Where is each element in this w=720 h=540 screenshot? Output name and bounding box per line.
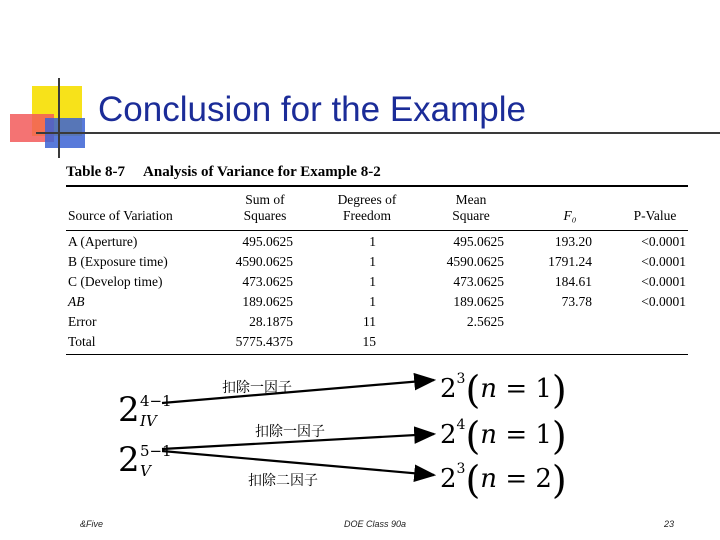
header-ss-line2: Squares — [243, 208, 287, 223]
annotation-remove-two-factors: 扣除二因子 — [248, 473, 318, 489]
result2-eq: = 1 — [505, 420, 552, 450]
result1-base: 2 — [440, 374, 457, 404]
header-ms-line2: Square — [452, 208, 490, 223]
design1-sub: IV — [140, 412, 157, 430]
design1-sup: 4−1 — [140, 392, 172, 410]
result1-exp: 3 — [456, 371, 466, 387]
row-df: 1 — [369, 234, 376, 249]
result3-base: 2 — [440, 464, 457, 494]
design2-sub: V — [140, 462, 151, 480]
arrow-to-result-1 — [162, 380, 434, 403]
result2-base: 2 — [440, 420, 457, 450]
annotation-remove-one-factor-1: 扣除一因子 — [222, 380, 292, 396]
row-source: Error — [68, 314, 97, 329]
row-ms: 495.0625 — [453, 234, 504, 249]
annotation-remove-one-factor-2: 扣除一因子 — [255, 424, 325, 440]
row-ms: 4590.0625 — [446, 254, 504, 269]
result1-var: n — [480, 374, 498, 404]
design1-base: 2 — [118, 390, 140, 430]
row-df: 11 — [363, 314, 376, 329]
header-source: Source of Variation — [68, 208, 173, 223]
row-source: B (Exposure time) — [68, 254, 168, 269]
row-f: 184.61 — [554, 274, 592, 289]
row-p: <0.0001 — [641, 274, 686, 289]
result3-eq: = 2 — [505, 464, 552, 494]
footer-page-number: 23 — [664, 519, 675, 529]
result3-var: n — [480, 464, 498, 494]
result1-eq: = 1 — [505, 374, 552, 404]
row-ss: 28.1875 — [249, 314, 293, 329]
row-ss: 495.0625 — [242, 234, 293, 249]
row-ms: 2.5625 — [466, 314, 504, 329]
header-p-value: P-Value — [633, 208, 677, 223]
header-df-line2: Freedom — [343, 208, 391, 223]
row-f: 1791.24 — [548, 254, 592, 269]
slide-title: Conclusion for the Example — [98, 90, 526, 129]
result3-exp: 3 — [456, 461, 466, 477]
row-p: <0.0001 — [641, 294, 686, 309]
row-p: <0.0001 — [641, 234, 686, 249]
row-ss: 473.0625 — [242, 274, 293, 289]
header-f0: F₀ — [563, 208, 577, 223]
header-df-line1: Degrees of — [337, 192, 397, 207]
row-ss: 4590.0625 — [235, 254, 293, 269]
row-p: <0.0001 — [641, 254, 686, 269]
row-source: Total — [68, 334, 96, 349]
row-f: 73.78 — [561, 294, 592, 309]
row-source: A (Aperture) — [68, 234, 138, 249]
row-df: 1 — [369, 254, 376, 269]
table-caption-number: Table 8-7 — [66, 164, 126, 180]
footer-left: &Five — [80, 519, 104, 529]
result-expression-3: $2^3(n = 2)$ — [440, 458, 567, 502]
row-ss: 5775.4375 — [235, 334, 293, 349]
header-ss-line1: Sum of — [245, 192, 285, 207]
result2-exp: 4 — [456, 417, 466, 433]
footer-center: DOE Class 90a — [344, 519, 407, 529]
result2-var: n — [480, 420, 498, 450]
row-f: 193.20 — [554, 234, 592, 249]
row-source: C (Develop time) — [68, 274, 163, 289]
row-df: 15 — [362, 334, 376, 349]
row-source: AB — [68, 294, 85, 309]
header-ms-line1: Mean — [455, 192, 487, 207]
row-df: 1 — [369, 274, 376, 289]
result-expression-2: $2^4(n = 1)$ — [440, 414, 567, 458]
design2-sup: 5−1 — [140, 442, 172, 460]
row-ms: 473.0625 — [453, 274, 504, 289]
design2-base: 2 — [118, 440, 140, 480]
row-ms: 189.0625 — [453, 294, 504, 309]
result-expression-1: $2^3(n = 1)$ — [440, 368, 567, 412]
row-df: 1 — [369, 294, 376, 309]
table-caption-title: Analysis of Variance for Example 8-2 — [143, 164, 381, 180]
row-ss: 189.0625 — [242, 294, 293, 309]
